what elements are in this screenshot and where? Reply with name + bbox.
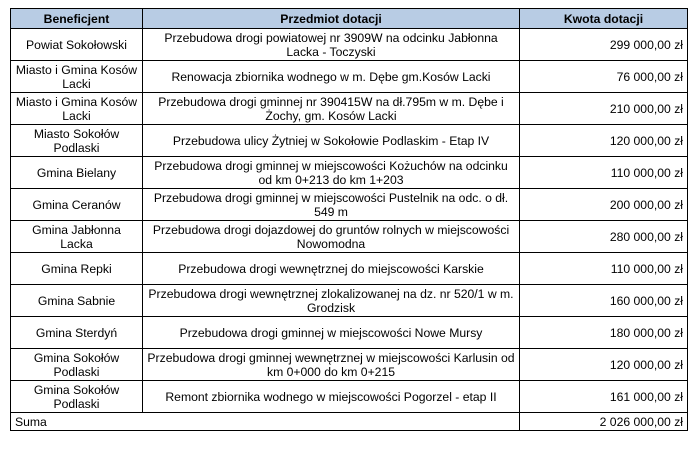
table-row: [11, 381, 688, 413]
sum-label: Suma: [11, 413, 520, 431]
table-row: [11, 189, 688, 221]
amount-cell: 210 000,00 zł: [520, 93, 688, 125]
table-row: [11, 29, 688, 61]
subject-cell: Renowacja zbiornika wodnego w m. Dębe gm.Kosów Lacki: [143, 61, 520, 93]
amount-cell: 160 000,00 zł: [520, 285, 688, 317]
beneficiary-cell: Gmina Jabłonna Lacka: [11, 221, 143, 253]
amount-cell: 76 000,00 zł: [520, 61, 688, 93]
amount-cell: 110 000,00 zł: [520, 253, 688, 285]
subject-cell: Przebudowa drogi gminnej w miejscowości Nowe Mursy: [143, 317, 520, 349]
subject-cell: Przebudowa drogi powiatowej nr 3909W na odcinku Jabłonna Lacka - Toczyski: [143, 29, 520, 61]
beneficiary-cell: Gmina Sokołów Podlaski: [11, 349, 143, 381]
table-row: [11, 157, 688, 189]
header-amount: Kwota dotacji: [520, 9, 688, 29]
amount-cell: 120 000,00 zł: [520, 125, 688, 157]
sum-row: [11, 413, 688, 431]
table-row: [11, 93, 688, 125]
table-row: [11, 285, 688, 317]
header-row: [11, 9, 688, 29]
beneficiary-cell: Gmina Sterdyń: [11, 317, 143, 349]
subject-cell: Przebudowa drogi wewnętrznej zlokalizowanej na dz. nr 520/1 w m. Grodzisk: [143, 285, 520, 317]
header-subject: Przedmiot dotacji: [143, 9, 520, 29]
beneficiary-cell: Gmina Repki: [11, 253, 143, 285]
amount-cell: 161 000,00 zł: [520, 381, 688, 413]
amount-cell: 200 000,00 zł: [520, 189, 688, 221]
amount-cell: 110 000,00 zł: [520, 157, 688, 189]
table-row: [11, 253, 688, 285]
beneficiary-cell: Miasto i Gmina Kosów Lacki: [11, 93, 143, 125]
subject-cell: Przebudowa drogi wewnętrznej do miejscowości Karskie: [143, 253, 520, 285]
beneficiary-cell: Miasto Sokołów Podlaski: [11, 125, 143, 157]
table-row: [11, 349, 688, 381]
amount-cell: 280 000,00 zł: [520, 221, 688, 253]
amount-cell: 299 000,00 zł: [520, 29, 688, 61]
subject-cell: Przebudowa ulicy Żytniej w Sokołowie Podlaskim - Etap IV: [143, 125, 520, 157]
subject-cell: Przebudowa drogi dojazdowej do gruntów rolnych w miejscowości Nowomodna: [143, 221, 520, 253]
beneficiary-cell: Gmina Sokołów Podlaski: [11, 381, 143, 413]
beneficiary-cell: Miasto i Gmina Kosów Lacki: [11, 61, 143, 93]
subject-cell: Przebudowa drogi gminnej wewnętrznej w miejscowości Karlusin od km 0+000 do km 0+215: [143, 349, 520, 381]
subject-cell: Przebudowa drogi gminnej w miejscowości Pustelnik na odc. o dł. 549 m: [143, 189, 520, 221]
header-beneficiary: Beneficjent: [11, 9, 143, 29]
subject-cell: Remont zbiornika wodnego w miejscowości Pogorzel - etap II: [143, 381, 520, 413]
table-row: [11, 221, 688, 253]
table-row: [11, 125, 688, 157]
sum-amount: 2 026 000,00 zł: [520, 413, 688, 431]
beneficiary-cell: Powiat Sokołowski: [11, 29, 143, 61]
beneficiary-cell: Gmina Sabnie: [11, 285, 143, 317]
beneficiary-cell: Gmina Bielany: [11, 157, 143, 189]
table-row: [11, 317, 688, 349]
subject-cell: Przebudowa drogi gminnej nr 390415W na dł.795m w m. Dębe i Żochy, gm. Kosów Lacki: [143, 93, 520, 125]
subject-cell: Przebudowa drogi gminnej w miejscowości Kożuchów na odcinku od km 0+213 do km 1+203: [143, 157, 520, 189]
beneficiary-cell: Gmina Ceranów: [11, 189, 143, 221]
amount-cell: 180 000,00 zł: [520, 317, 688, 349]
amount-cell: 120 000,00 zł: [520, 349, 688, 381]
grants-table: [10, 8, 688, 431]
table-row: [11, 61, 688, 93]
